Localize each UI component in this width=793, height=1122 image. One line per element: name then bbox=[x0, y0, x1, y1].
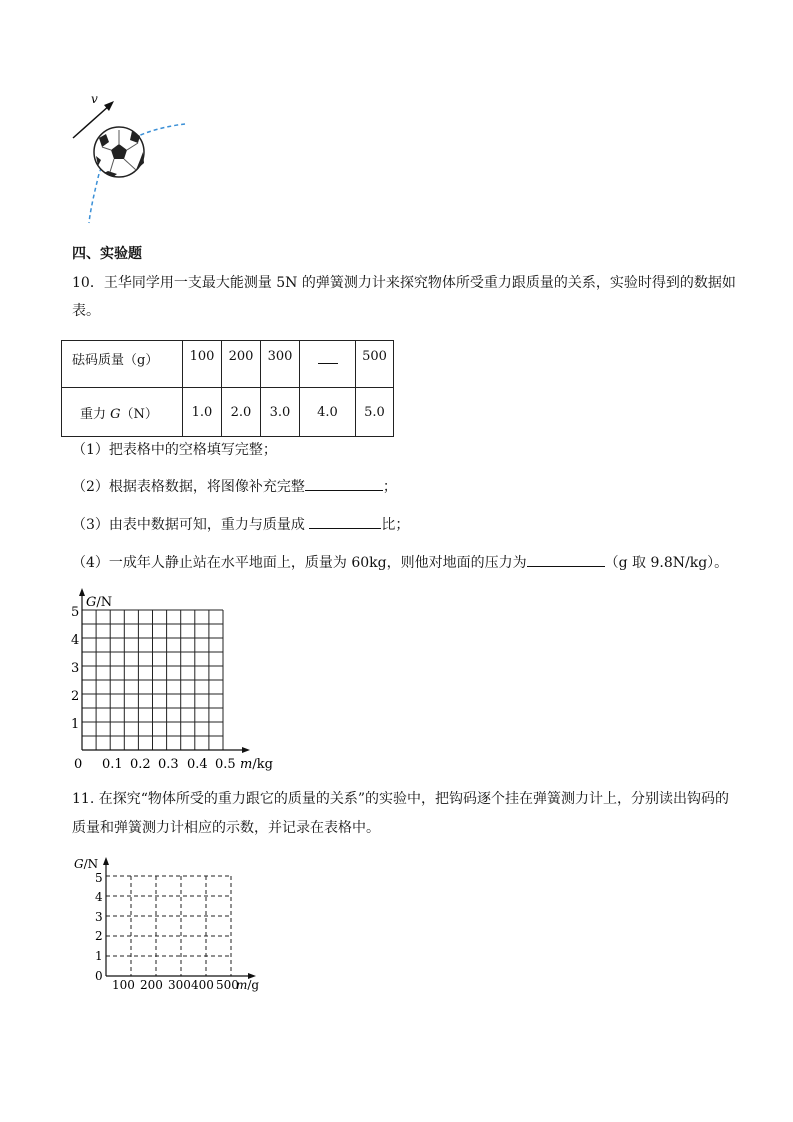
header-prefix: 重力 bbox=[80, 406, 111, 422]
grid-lines bbox=[82, 610, 223, 750]
answer-blank[interactable] bbox=[527, 552, 605, 567]
table-cell: 4.0 bbox=[300, 388, 356, 437]
y-tick-label: 1 bbox=[71, 717, 80, 732]
x-axis-label: m/g bbox=[236, 978, 260, 992]
header-suffix: （N） bbox=[120, 406, 158, 422]
velocity-label: v bbox=[91, 92, 98, 106]
y-tick-label: 4 bbox=[95, 890, 103, 904]
x-tick-label: 400 bbox=[191, 978, 214, 992]
table-cell: 5.0 bbox=[356, 388, 394, 437]
y-tick-label: 1 bbox=[95, 949, 103, 963]
x-tick-label: 0.1 bbox=[102, 757, 123, 772]
header-var: G bbox=[110, 406, 121, 422]
y-tick-labels bbox=[71, 605, 79, 732]
x-tick-label: 100 bbox=[112, 978, 135, 992]
q10-text-line1: 10．王华同学用一支最大能测量 5N 的弹簧测力计来探究物体所受重力跟质量的关系，实验时得到的数据如 bbox=[72, 275, 736, 291]
y-tick-label: 2 bbox=[95, 929, 103, 943]
table-cell: 3.0 bbox=[261, 388, 300, 437]
sub2-text: （2）根据表格数据，将图像补充完整 bbox=[72, 479, 305, 495]
sub3-text: （3）由表中数据可知，重力与质量成 bbox=[72, 517, 310, 533]
q10-text-line2: 表。 bbox=[72, 303, 100, 319]
x-tick-labels bbox=[102, 757, 236, 772]
grid-lines bbox=[106, 876, 231, 976]
table-header-weight bbox=[62, 388, 183, 437]
answer-blank[interactable] bbox=[309, 514, 381, 529]
q10-sub2 bbox=[72, 476, 397, 497]
section-title: 四、实验题 bbox=[72, 246, 142, 262]
y-tick-labels bbox=[95, 871, 103, 963]
q11-text-line2: 质量和弹簧测力计相应的示数，并记录在表格中。 bbox=[72, 820, 380, 836]
table-cell: 500 bbox=[356, 341, 394, 388]
y-axis-label: G/N bbox=[74, 857, 99, 871]
table-cell: 200 bbox=[222, 341, 261, 388]
sub2-end: ； bbox=[382, 479, 397, 495]
q10-sub4 bbox=[72, 552, 728, 573]
x-tick-label: 500 bbox=[216, 978, 239, 992]
y-axis-arrow bbox=[103, 857, 109, 865]
graph1-grid-chart[interactable] bbox=[66, 588, 286, 778]
fill-blank bbox=[318, 349, 338, 364]
table-header-mass: 砝码质量（g） bbox=[62, 341, 183, 388]
x-axis-label: m/kg bbox=[240, 757, 273, 772]
y-tick-label: 4 bbox=[71, 633, 80, 648]
q11-text-line1: 11. 在探究“物体所受的重力跟它的质量的关系”的实验中，把钩码逐个挂在弹簧测力计上，分别读出钩码的 bbox=[72, 791, 730, 807]
y-axis-arrow bbox=[79, 588, 85, 596]
soccer-ball-figure bbox=[60, 88, 195, 228]
y-tick-label: 3 bbox=[71, 661, 80, 676]
x-tick-label: 200 bbox=[140, 978, 163, 992]
x-tick-labels bbox=[112, 978, 239, 992]
origin-label: 0 bbox=[95, 969, 103, 983]
x-tick-label: 0.2 bbox=[130, 757, 151, 772]
x-axis-arrow bbox=[242, 747, 250, 753]
table-row-mass bbox=[62, 341, 394, 388]
sub4-end: （g 取 9.8N/kg）。 bbox=[604, 555, 729, 571]
table-cell-blank[interactable] bbox=[300, 341, 356, 388]
table-cell: 100 bbox=[183, 341, 222, 388]
table-cell: 1.0 bbox=[183, 388, 222, 437]
table-cell: 2.0 bbox=[222, 388, 261, 437]
x-tick-label: 0.5 bbox=[215, 757, 236, 772]
soccer-ball bbox=[94, 127, 144, 177]
sub3-end: 比； bbox=[381, 517, 410, 533]
graph2-grid-chart[interactable] bbox=[72, 854, 272, 994]
q10-data-table bbox=[61, 340, 394, 437]
answer-blank[interactable] bbox=[305, 476, 383, 491]
q10-sub3 bbox=[72, 514, 409, 535]
y-tick-label: 2 bbox=[71, 689, 80, 704]
q10-sub1: （1）把表格中的空格填写完整； bbox=[72, 442, 277, 458]
y-tick-label: 3 bbox=[95, 910, 103, 924]
y-tick-label: 5 bbox=[95, 871, 103, 885]
origin-label: 0 bbox=[74, 757, 83, 772]
x-tick-label: 0.3 bbox=[158, 757, 179, 772]
table-cell: 300 bbox=[261, 341, 300, 388]
x-tick-label: 300 bbox=[168, 978, 191, 992]
y-axis-label: G/N bbox=[86, 595, 113, 610]
y-tick-label: 5 bbox=[71, 605, 80, 620]
table-row-weight bbox=[62, 388, 394, 437]
sub4-text: （4）一成年人静止站在水平地面上，质量为 60kg，则他对地面的压力为 bbox=[72, 555, 527, 571]
x-tick-label: 0.4 bbox=[187, 757, 208, 772]
